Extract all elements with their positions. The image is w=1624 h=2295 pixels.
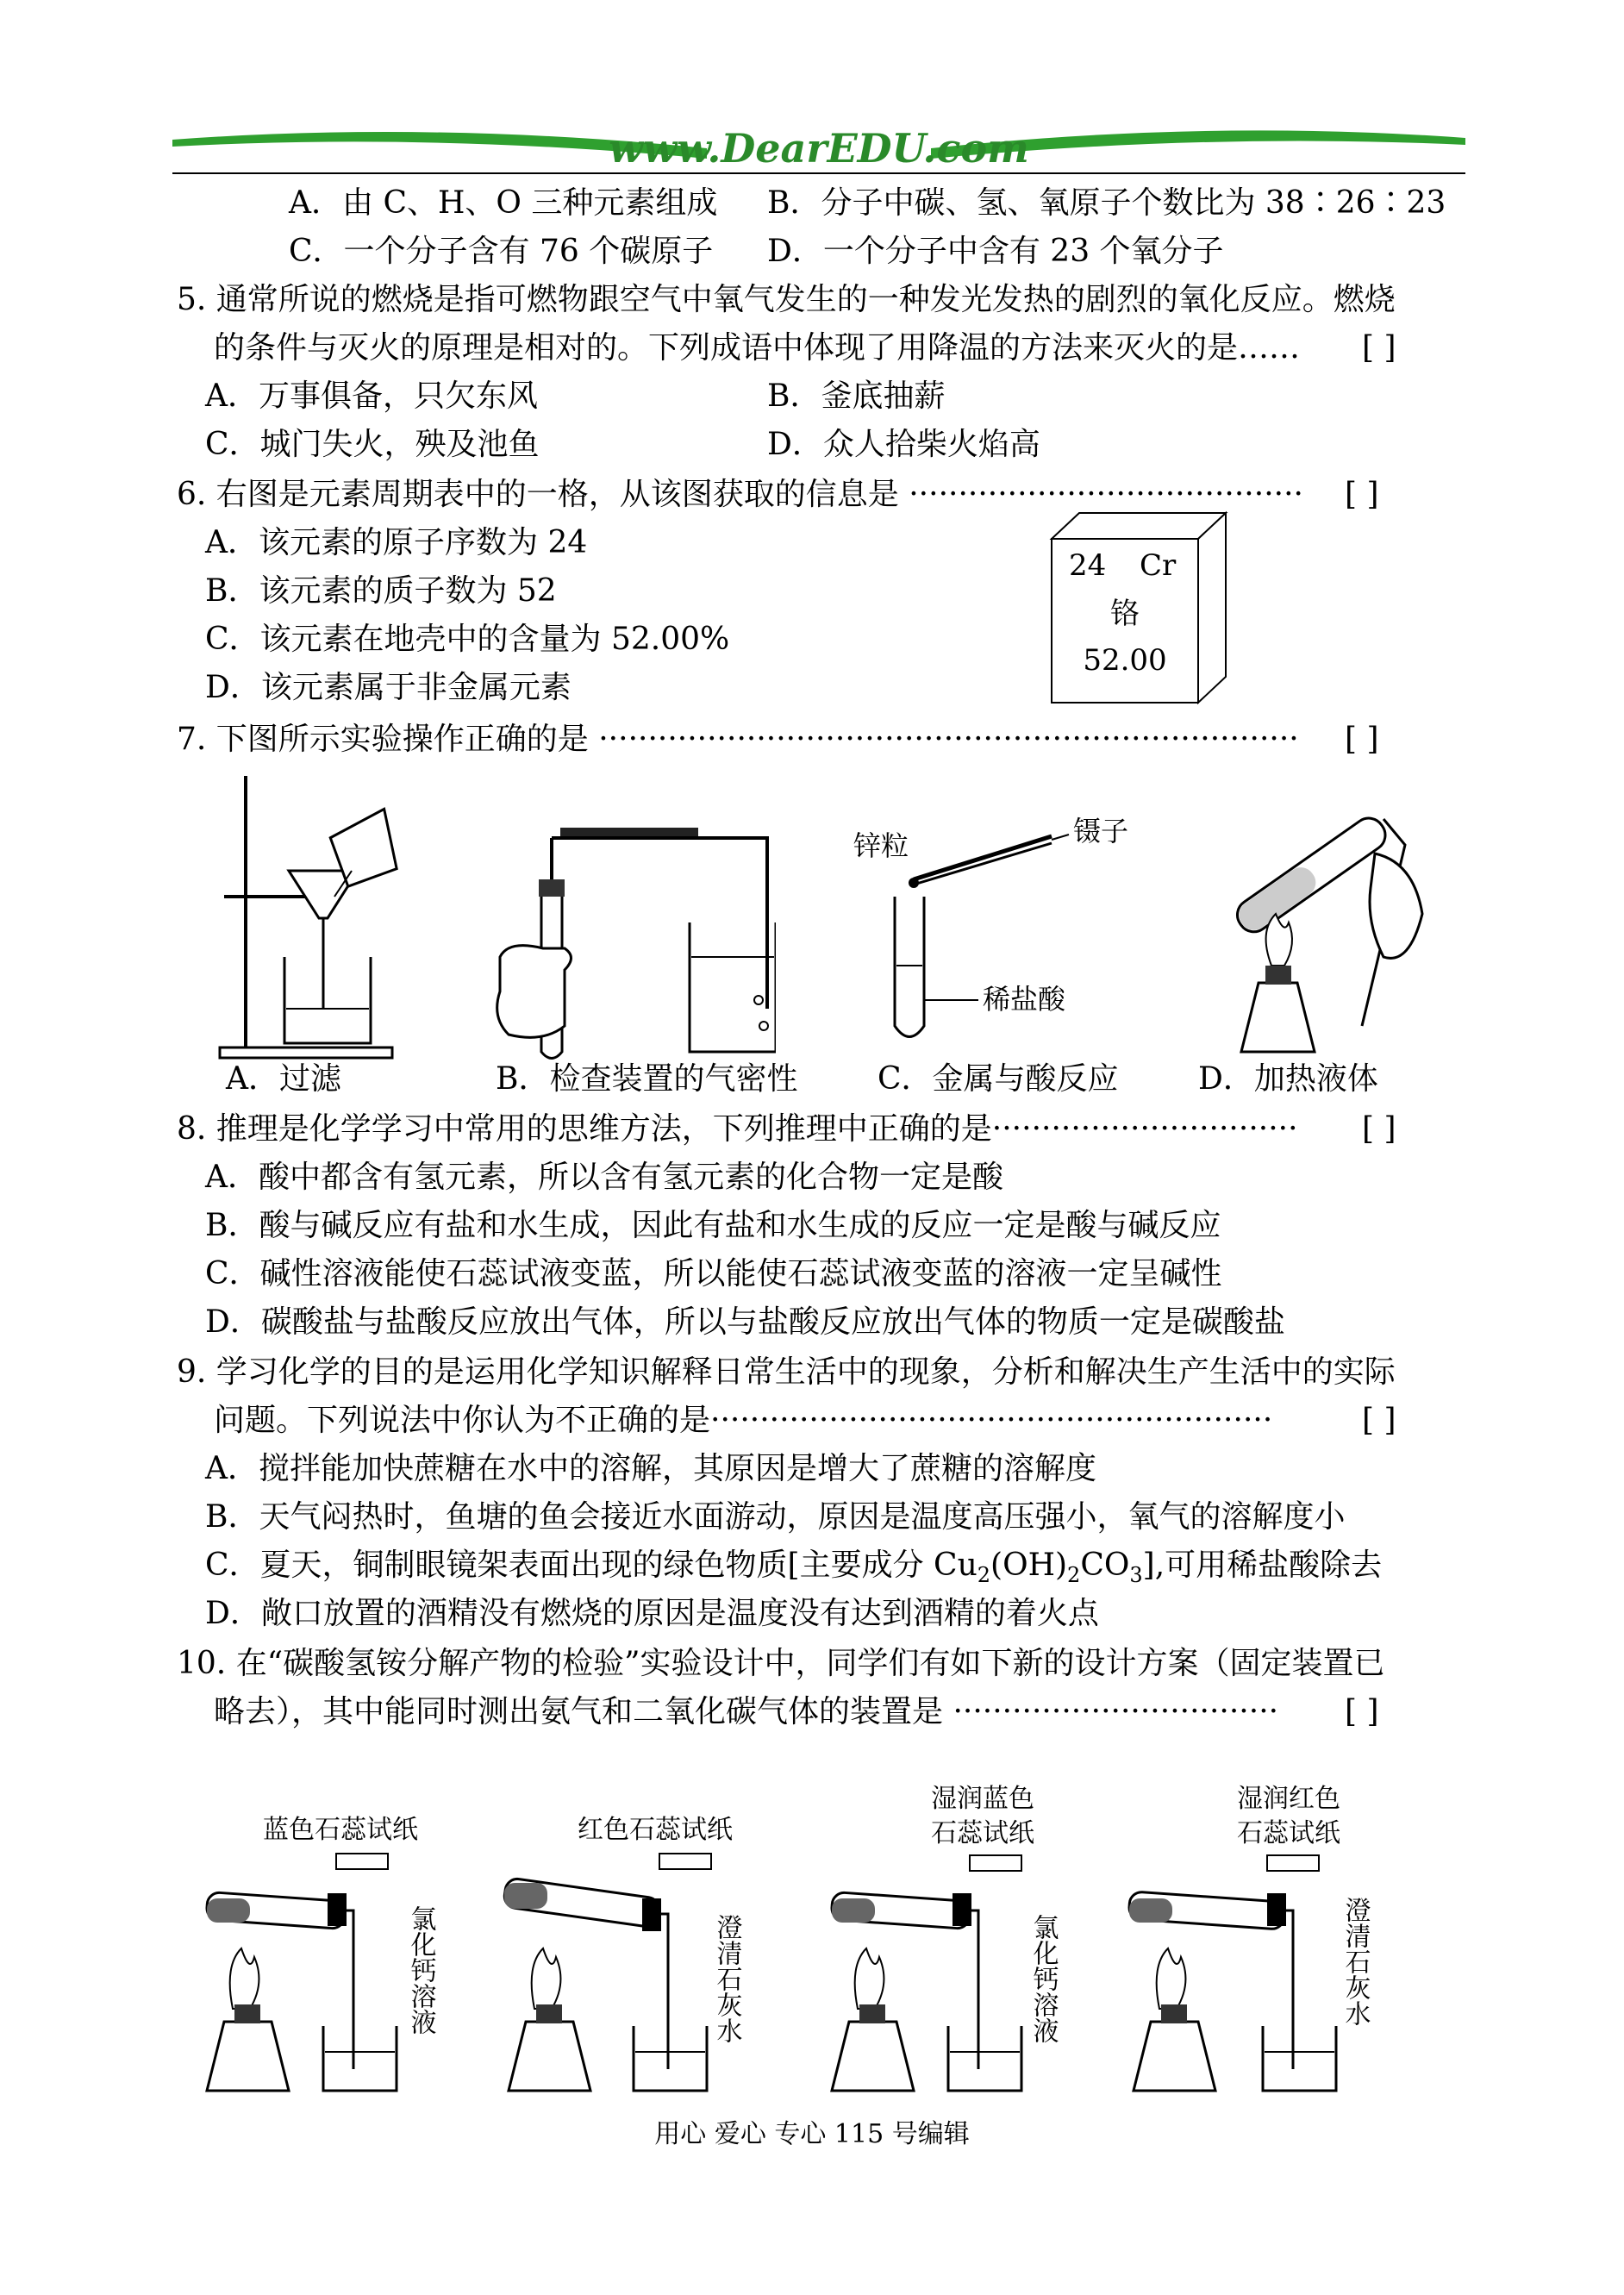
header-banner [172,121,1465,174]
q8-option-b: B．酸与碱反应有盐和水生成，因此有盐和水生成的反应一定是酸与碱反应 [205,1208,1221,1243]
q8-option-c: C．碱性溶液能使石蕊试液变蓝，所以能使石蕊试液变蓝的溶液一定呈碱性 [205,1256,1222,1291]
q10-answer-bracket: [ ] [1345,1694,1379,1729]
fig4-paper-label-1: 湿润红色 [1237,1784,1340,1814]
q8-answer-bracket: [ ] [1362,1111,1396,1147]
fig-filtration [207,767,405,1060]
cell-mass: 52.00 [1083,643,1167,678]
q10-stem-line2: 略去），其中能同时测出氨气和二氧化碳气体的装置是 ································· [214,1694,1279,1729]
q7-stem: 7. 下图所示实验操作正确的是 ······································································· [177,722,1299,757]
header-site-text: www.DearEDU.com [609,125,1029,172]
q4-option-b: B．分子中碳、氢、氧原子个数比为 38∶26∶23 [767,185,1446,221]
fig3-paper-label-1: 湿润蓝色 [931,1784,1034,1814]
q9-stem-line2: 问题。下列说法中你认为不正确的是························································· [214,1403,1273,1438]
q9-stem-line1: 9. 学习化学的目的是运用化学知识解释日常生活中的现象，分析和解决生产生活中的实际 [177,1354,1396,1390]
cell-name: 铬 [1110,597,1140,631]
fig-apparatus-4 [1121,1776,1379,2095]
q9-option-a: A．搅拌能加快蔗糖在水中的溶解，其原因是增大了蔗糖的溶解度 [205,1451,1096,1486]
q9-option-d: D．敞口放置的酒精没有燃烧的原因是温度没有达到酒精的着火点 [205,1596,1099,1631]
q5-option-c: C．城门失火，殃及池鱼 [205,427,540,462]
q5-option-b: B．釜底抽薪 [767,378,946,414]
q8-stem: 8. 推理是化学学习中常用的思维方法，下列推理中正确的是······························· [177,1111,1298,1147]
q4-option-c: C．一个分子含有 76 个碳原子 [289,234,714,269]
q5-option-d: D．众人拾柴火焰高 [767,427,1040,462]
q5-stem-line2: 的条件与灭火的原理是相对的。下列成语中体现了用降温的方法来灭火的是…… [214,330,1301,366]
q7-caption-b: B．检查装置的气密性 [496,1061,798,1097]
q7-caption-c: C．金属与酸反应 [878,1061,1119,1097]
q6-answer-bracket: [ ] [1345,477,1379,512]
page-footer: 用心 爱心 专心 115 号编辑 [654,2119,970,2149]
fig1-liquid-label: 氯化钙溶液 [405,1905,436,2035]
q8-option-d: D．碳酸盐与盐酸反应放出气体，所以与盐酸反应放出气体的物质一定是碳酸盐 [205,1304,1285,1340]
q10-stem-line1: 10. 在“碳酸氢铵分解产物的检验”实验设计中，同学们有如下新的设计方案（固定装置已 [177,1646,1385,1681]
label-acid: 稀盐酸 [983,983,1066,1016]
q9-answer-bracket: [ ] [1362,1403,1396,1438]
q6-stem: 6. 右图是元素周期表中的一格，从该图获取的信息是 ········································ [177,477,1303,512]
q6-option-a: A．该元素的原子序数为 24 [205,525,588,560]
fig1-paper-label: 蓝色石蕊试纸 [263,1815,418,1845]
fig2-liquid-label: 澄清石灰水 [711,1914,742,2043]
fig-apparatus-3 [823,1776,1082,2095]
fig4-paper-label-2: 石蕊试纸 [1237,1818,1340,1848]
cell-symbol: Cr [1140,548,1177,583]
fig-metal-acid [853,802,1129,1052]
q4-option-d: D．一个分子中含有 23 个氧分子 [767,234,1224,269]
fig3-paper-label-2: 石蕊试纸 [931,1818,1034,1848]
cell-atomic-number: 24 [1069,548,1107,583]
fig-apparatus-1 [198,1793,457,2095]
q6-option-b: B．该元素的质子数为 52 [205,573,557,609]
label-zinc: 锌粒 [853,829,909,862]
fig-heating-liquid [1190,793,1448,1060]
fig4-liquid-label: 澄清石灰水 [1340,1897,1371,2026]
q5-answer-bracket: [ ] [1362,330,1396,366]
q7-caption-d: D．加热液体 [1198,1061,1378,1097]
label-tweezers: 镊子 [1073,815,1129,847]
q7-answer-bracket: [ ] [1345,722,1379,757]
q5-option-a: A．万事俱备，只欠东风 [205,378,538,414]
fig3-liquid-label: 氯化钙溶液 [1027,1914,1059,2043]
q7-caption-a: A．过滤 [226,1061,341,1097]
fig-airtightness [483,819,776,1069]
header-rule [172,172,1465,174]
q8-option-a: A．酸中都含有氢元素，所以含有氢元素的化合物一定是酸 [205,1160,1003,1195]
q9-option-b: B．天气闷热时，鱼塘的鱼会接近水面游动，原因是温度高压强小，氧气的溶解度小 [205,1499,1346,1535]
q6-option-d: D．该元素属于非金属元素 [205,670,572,705]
fig-apparatus-2 [496,1793,754,2095]
q9-option-c: C．夏天，铜制眼镜架表面出现的绿色物质[主要成分 $Cu_2(OH)_2CO_3$],可用稀盐酸除去 [205,1548,1383,1588]
periodic-table-cell [1043,504,1233,711]
q4-option-a: A．由 C、H、O 三种元素组成 [289,185,718,221]
fig2-paper-label: 红色石蕊试纸 [578,1815,733,1845]
q5-stem-line1: 5. 通常所说的燃烧是指可燃物跟空气中氧气发生的一种发光发热的剧烈的氧化反应。燃烧 [177,282,1396,317]
q6-option-c: C．该元素在地壳中的含量为 52.00% [205,622,730,657]
